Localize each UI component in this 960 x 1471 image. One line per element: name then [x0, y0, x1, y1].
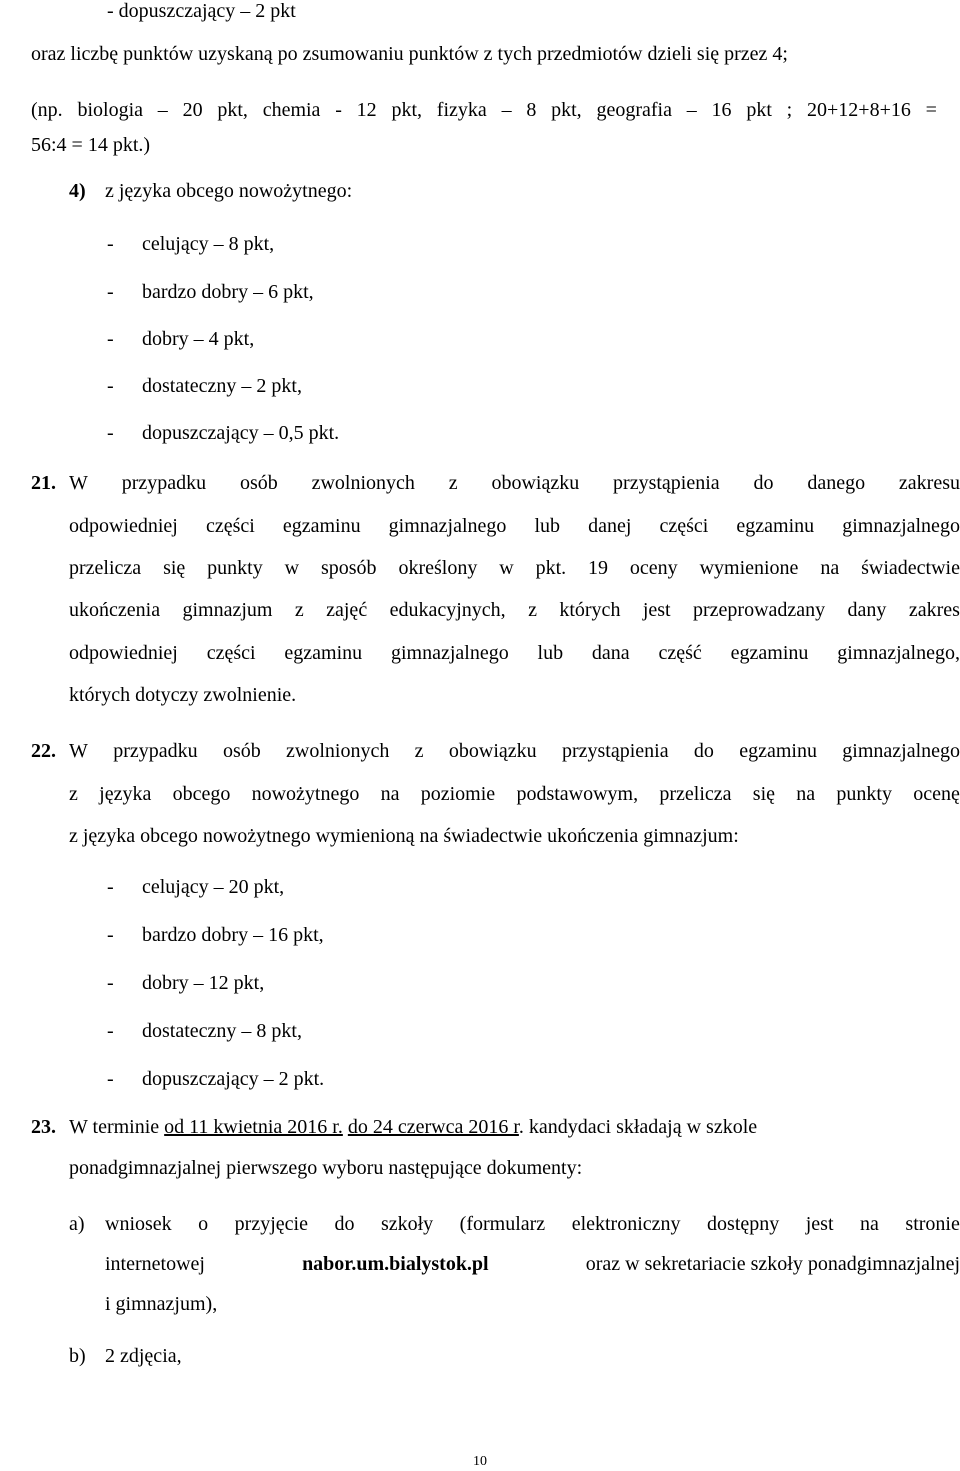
word: dany [847, 599, 887, 621]
word: części [206, 642, 256, 664]
word: dostępny [707, 1213, 780, 1235]
word: przypadku [113, 740, 198, 762]
word: egzaminu [284, 642, 363, 664]
website-link[interactable]: nabor.um.bialystok.pl [302, 1253, 489, 1275]
word: 8 [526, 99, 537, 121]
word: geografia [596, 99, 672, 121]
paragraph-line: oraz liczbę punktów uzyskaną po zsumowaniu punktów z tych przedmiotów dzieli się przez 4; [31, 43, 788, 65]
word: punkty [836, 783, 892, 805]
list-dash: - [107, 422, 114, 444]
word: 20+12+8+16 [807, 99, 911, 121]
word: odpowiedniej [69, 515, 178, 537]
word: do [753, 472, 774, 494]
word: - [335, 99, 342, 121]
word: jest [642, 599, 671, 621]
word: przelicza [69, 557, 142, 579]
word: wymienione [699, 557, 799, 579]
word: do [693, 740, 714, 762]
word: egzaminu [282, 515, 361, 537]
list-dash: - [107, 281, 114, 303]
list-item [107, 420, 340, 446]
word: pkt, [551, 99, 582, 121]
list-item-text: dobry – 4 pkt, [142, 328, 255, 350]
word: gimnazjum [182, 599, 273, 621]
list-item-text: bardzo dobry – 6 pkt, [142, 281, 314, 303]
list-item-line [105, 1251, 960, 1277]
word: części [659, 515, 709, 537]
list-dash: - [107, 328, 114, 350]
word: w [499, 557, 514, 579]
word: z [294, 599, 304, 621]
word: zakres [908, 599, 960, 621]
paragraph-line [69, 738, 960, 764]
word: określony [398, 557, 478, 579]
word: o [198, 1213, 209, 1235]
word: przelicza [659, 783, 732, 805]
word: = [925, 99, 937, 121]
word: nowożytnego [251, 783, 360, 805]
text: W terminie [69, 1116, 160, 1138]
word: na [820, 557, 840, 579]
word: egzaminu [739, 740, 817, 762]
word: edukacyjnych, [389, 599, 506, 621]
list-item [107, 970, 265, 996]
list-item-line: i gimnazjum), [105, 1293, 218, 1315]
list-item [107, 922, 324, 948]
word: zwolnionych [286, 740, 390, 762]
list-item [107, 1066, 325, 1092]
paragraph-line: z języka obcego nowożytnego wymienioną na świadectwie ukończenia gimnazjum: [69, 825, 739, 847]
word: (np. [31, 99, 63, 121]
word: na [860, 1213, 879, 1235]
word: obcego [172, 783, 231, 805]
word: z [528, 599, 537, 621]
word: do [334, 1213, 355, 1235]
word: osób [222, 740, 261, 762]
list-item-text: dostateczny – 8 pkt, [142, 1020, 302, 1042]
list-item-text: bardzo dobry – 16 pkt, [142, 924, 324, 946]
word: z [448, 472, 458, 494]
word: 16 [711, 99, 732, 121]
date-to: do 24 czerwca 2016 r [347, 1116, 519, 1138]
word: oceny [629, 557, 678, 579]
word: dana [591, 642, 630, 664]
word: w [284, 557, 300, 579]
list-dash: - [107, 1068, 114, 1090]
word: sposób [320, 557, 377, 579]
word: podstawowym, [516, 783, 639, 805]
list-item-text: dopuszczający – 0,5 pkt. [142, 422, 340, 444]
word: W [69, 472, 88, 494]
text: internetowej [105, 1253, 205, 1275]
paragraph-line: ponadgimnazjalnej pierwszego wyboru następujące dokumenty: [69, 1157, 583, 1179]
word: ocenę [913, 783, 960, 805]
word: się [752, 783, 775, 805]
word: gimnazjalnego [388, 515, 507, 537]
word: zajęć [326, 599, 368, 621]
paragraph-line [69, 640, 960, 666]
word: ; [786, 99, 793, 121]
list-label: b) [69, 1345, 86, 1367]
word: 20 [182, 99, 203, 121]
word: gimnazjalnego [390, 642, 509, 664]
paragraph-line [69, 781, 960, 807]
word: lub [537, 642, 564, 664]
word: (formularz [459, 1213, 546, 1235]
list-item-text: celujący – 8 pkt, [142, 233, 275, 255]
list-item-line: 2 zdjęcia, [105, 1345, 182, 1367]
paragraph-number: 23. [31, 1116, 56, 1138]
word: zakresu [898, 472, 960, 494]
list-item-text: - dopuszczający – 2 pkt [107, 0, 296, 22]
word: lub [534, 515, 561, 537]
word: 19 [588, 557, 609, 579]
word: świadectwie [861, 557, 960, 579]
word: chemia [262, 99, 321, 121]
word: stronie [905, 1213, 960, 1235]
word: część [658, 642, 702, 664]
paragraph-number: 21. [31, 472, 56, 494]
word: przyjęcie [234, 1213, 308, 1235]
word: pkt, [217, 99, 248, 121]
list-item [107, 231, 275, 257]
word: W [69, 740, 88, 762]
word: fizyka [436, 99, 487, 121]
word: – [501, 99, 512, 121]
text: . kandydaci składają w szkole [518, 1116, 758, 1138]
word: na [796, 783, 816, 805]
list-item [107, 874, 285, 900]
list-item [107, 373, 302, 399]
word: się [163, 557, 186, 579]
word: obowiązku [448, 740, 537, 762]
paragraph-number: 22. [31, 740, 56, 762]
paragraph-line: 56:4 = 14 pkt.) [31, 134, 151, 156]
word: 12 [356, 99, 377, 121]
list-dash: - [107, 375, 114, 397]
word: przypadku [121, 472, 207, 494]
word: gimnazjalnego [842, 740, 960, 762]
page-number: 10 [473, 1454, 487, 1469]
paragraph-line: których dotyczy zwolnienie. [69, 684, 297, 706]
word: gimnazjalnego [842, 515, 960, 537]
word: zwolnionych [311, 472, 415, 494]
paragraph-line [31, 97, 937, 123]
list-dash: - [107, 1020, 114, 1042]
word: egzaminu [736, 515, 815, 537]
word: egzaminu [730, 642, 809, 664]
word: na [380, 783, 400, 805]
word: odpowiedniej [69, 642, 178, 664]
word: przystąpienia [613, 472, 720, 494]
list-dash: - [107, 876, 114, 898]
word: – [157, 99, 168, 121]
word: języka [99, 783, 152, 805]
word: części [205, 515, 255, 537]
list-item-text: celujący – 20 pkt, [142, 876, 285, 898]
section-number: 4) [69, 180, 86, 202]
word: elektroniczny [571, 1213, 681, 1235]
paragraph-line [69, 555, 960, 581]
word: pkt [746, 99, 772, 121]
list-item [107, 0, 296, 24]
list-item-text: dostateczny – 2 pkt, [142, 375, 302, 397]
word: pkt, [391, 99, 423, 121]
word: obowiązku [491, 472, 580, 494]
list-item [107, 279, 314, 305]
list-item-line [105, 1211, 960, 1237]
list-item [107, 326, 255, 352]
word: ukończenia [69, 599, 161, 621]
word: danego [807, 472, 866, 494]
word: przystąpienia [561, 740, 669, 762]
text: oraz w sekretariacie szkoły ponadgimnazjalnej [585, 1253, 960, 1275]
word: szkoły [380, 1213, 434, 1235]
paragraph-line [69, 597, 960, 623]
word: gimnazjalnego, [837, 642, 960, 664]
word: punkty [207, 557, 263, 579]
paragraph-line [69, 1114, 960, 1140]
word: pkt. [535, 557, 567, 579]
word: danej [588, 515, 632, 537]
list-dash: - [107, 924, 114, 946]
word: jest [805, 1213, 834, 1235]
list-item-text: dobry – 12 pkt, [142, 972, 265, 994]
word: poziomie [420, 783, 496, 805]
word: osób [239, 472, 278, 494]
word: których [559, 599, 621, 621]
list-item [107, 1018, 302, 1044]
word: biologia [77, 99, 143, 121]
word: z [414, 740, 424, 762]
list-label: a) [69, 1213, 85, 1235]
paragraph-line [69, 513, 960, 539]
date-from: od 11 kwietnia 2016 r. [164, 1116, 343, 1138]
word: z [69, 783, 78, 805]
list-dash: - [107, 972, 114, 994]
word: – [686, 99, 697, 121]
section-heading: z języka obcego nowożytnego: [105, 180, 353, 202]
word: wniosek [105, 1213, 172, 1235]
word: przeprowadzany [693, 599, 826, 621]
list-dash: - [107, 233, 114, 255]
paragraph-line [69, 470, 960, 496]
list-item-text: dopuszczający – 2 pkt. [142, 1068, 325, 1090]
